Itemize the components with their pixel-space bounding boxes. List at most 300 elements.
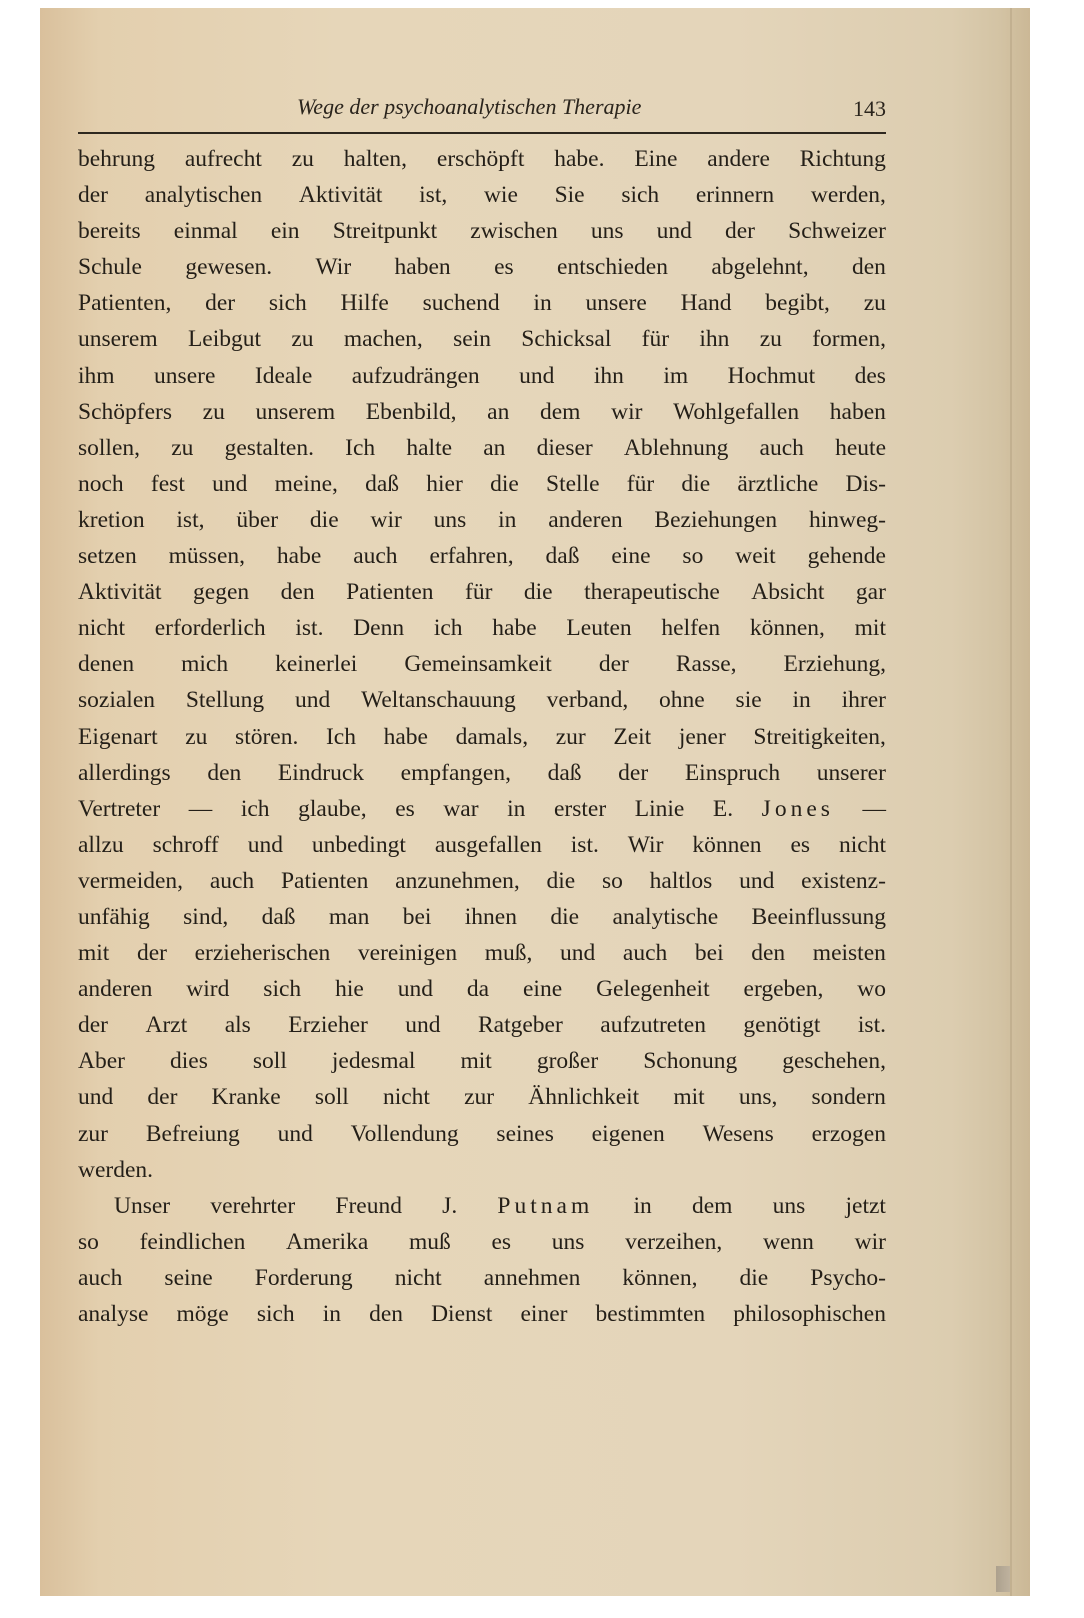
- word: feindlichen: [139, 1228, 246, 1255]
- word: —: [188, 795, 213, 822]
- word: im: [663, 362, 689, 389]
- text-line: [78, 502, 886, 538]
- text-line: [78, 358, 886, 394]
- word: Ebenbild,: [365, 398, 457, 425]
- word: ihnen: [464, 903, 517, 930]
- text-line: [78, 863, 886, 899]
- word: auch: [209, 867, 255, 894]
- word: Richtung: [799, 146, 886, 172]
- word: den: [851, 254, 886, 281]
- word: Unser: [114, 1192, 171, 1219]
- word: Eine: [634, 146, 678, 172]
- word: bei: [694, 940, 724, 967]
- word: wird: [186, 976, 230, 1003]
- word: jener: [678, 723, 726, 750]
- word: und: [519, 362, 555, 389]
- word: wir: [854, 1228, 886, 1255]
- text-line: [78, 1079, 886, 1115]
- word: wenn: [762, 1228, 814, 1255]
- word: war: [443, 795, 479, 822]
- word: großer: [536, 1048, 599, 1075]
- word: in: [507, 795, 526, 822]
- word: Psycho-: [810, 1264, 886, 1291]
- word: allerdings: [78, 759, 171, 786]
- word: in: [533, 290, 552, 317]
- word: soll: [252, 1048, 287, 1075]
- word: damals,: [455, 723, 529, 750]
- word: es: [395, 795, 415, 822]
- word: auch: [759, 434, 804, 461]
- word: und: [656, 218, 692, 245]
- word: die: [490, 470, 519, 497]
- word: nicht: [382, 1084, 430, 1111]
- word: soll: [314, 1084, 349, 1111]
- word: zu: [863, 290, 886, 317]
- word: wie: [483, 182, 518, 209]
- text-line: [78, 430, 886, 466]
- word: begibt,: [765, 290, 830, 317]
- text-line: [78, 1224, 886, 1260]
- word: sie: [735, 687, 762, 714]
- word: noch: [78, 470, 124, 497]
- word: Freund: [335, 1192, 402, 1219]
- word: anderen: [548, 506, 623, 533]
- word: Wesens: [702, 1120, 774, 1147]
- word: sondern: [811, 1084, 886, 1111]
- word: Stelle: [546, 470, 600, 497]
- word: Ähnlichkeit: [528, 1084, 640, 1111]
- word: allzu: [78, 831, 124, 858]
- text-line: [78, 682, 886, 718]
- text-line: [78, 646, 886, 682]
- word: analytische: [612, 903, 719, 930]
- word: erzogen: [811, 1120, 886, 1147]
- word: erschöpft: [436, 146, 525, 172]
- word: es: [494, 254, 514, 281]
- word: zu: [171, 434, 194, 461]
- word: Schule: [78, 254, 142, 281]
- word: in: [633, 1192, 652, 1219]
- word: und: [295, 687, 331, 714]
- word: Aktivität: [298, 182, 383, 209]
- word: seines: [496, 1120, 554, 1147]
- word: ich: [240, 795, 270, 822]
- word: daß: [545, 543, 580, 570]
- word: ihm: [78, 362, 115, 389]
- word: es: [790, 831, 811, 858]
- word: daß: [547, 759, 582, 786]
- word: Schweizer: [788, 218, 886, 245]
- word: der: [78, 182, 109, 209]
- word: zu: [185, 723, 208, 750]
- word: zu: [291, 146, 314, 172]
- word: mit: [78, 940, 110, 967]
- word: Schöpfers: [78, 398, 172, 425]
- word: als: [224, 1012, 251, 1039]
- word: unsere: [585, 290, 647, 317]
- word: ausgefallen: [434, 831, 542, 858]
- word: Ich: [345, 434, 376, 461]
- word: und: [212, 470, 248, 497]
- text-line-content: werden.: [78, 1156, 154, 1183]
- word: Putnam: [497, 1192, 594, 1219]
- word: aufzutreten: [600, 1012, 706, 1039]
- word: zu: [202, 398, 225, 425]
- word: die: [739, 1264, 769, 1291]
- word: Eindruck: [277, 759, 365, 786]
- word: für: [626, 470, 655, 497]
- word: Denn: [353, 615, 405, 642]
- word: Dis-: [845, 470, 886, 497]
- text-line: [78, 1043, 886, 1079]
- word: zur: [78, 1120, 109, 1147]
- word: Aber: [78, 1048, 125, 1075]
- word: möge: [176, 1301, 229, 1327]
- word: muß: [408, 1228, 451, 1255]
- word: müssen,: [168, 543, 245, 570]
- word: heute: [835, 434, 886, 461]
- word: stören.: [235, 723, 299, 750]
- word: ihn: [593, 362, 624, 389]
- word: über: [236, 506, 279, 533]
- word: gegen: [193, 579, 250, 606]
- word: habe.: [554, 146, 605, 172]
- word: den: [751, 940, 786, 967]
- word: können,: [622, 1264, 698, 1291]
- word: Eigenart: [78, 723, 158, 750]
- word: da: [466, 976, 490, 1003]
- word: sind,: [183, 903, 229, 930]
- word: Streitigkeiten,: [753, 723, 886, 750]
- word: ein: [270, 218, 300, 245]
- word: sich: [621, 182, 660, 209]
- word: hinweg-: [808, 506, 886, 533]
- text-line: [78, 610, 886, 646]
- word: bei: [402, 903, 432, 930]
- word: wir: [611, 398, 643, 425]
- word: analyse: [78, 1301, 149, 1327]
- word: analytischen: [144, 182, 263, 209]
- word: Hilfe: [340, 290, 389, 317]
- word: und: [739, 867, 775, 894]
- word: sozialen: [78, 687, 155, 714]
- word: so: [602, 867, 623, 894]
- word: daß: [365, 470, 400, 497]
- text-line: [78, 1296, 886, 1332]
- word: glaube,: [298, 795, 367, 822]
- word: und: [560, 940, 596, 967]
- word: die: [523, 579, 553, 606]
- word: Beziehungen: [654, 506, 778, 533]
- word: ist.: [857, 1012, 886, 1039]
- word: Sie: [554, 182, 585, 209]
- word: Erzieher: [288, 1012, 368, 1039]
- text-line: [78, 935, 886, 971]
- word: die: [309, 506, 339, 533]
- word: an: [483, 434, 506, 461]
- word: eigenen: [591, 1120, 665, 1147]
- word: habe: [383, 723, 428, 750]
- word: auch: [78, 1264, 123, 1291]
- word: therapeutische: [584, 579, 720, 606]
- word: Arzt: [145, 1012, 188, 1039]
- word: jetzt: [845, 1192, 886, 1219]
- word: dies: [170, 1048, 208, 1075]
- word: Aktivität: [78, 579, 162, 606]
- word: formen,: [812, 326, 886, 353]
- word: der: [724, 218, 755, 245]
- word: J.: [442, 1192, 458, 1219]
- text-line: [78, 249, 886, 285]
- word: werden,: [810, 182, 886, 209]
- word: zwischen: [470, 218, 558, 245]
- word: uns: [590, 218, 624, 245]
- word: zu: [291, 326, 314, 353]
- word: Vollendung: [350, 1120, 459, 1147]
- word: uns: [772, 1192, 806, 1219]
- word: für: [465, 579, 493, 606]
- word: es: [491, 1228, 512, 1255]
- word: ist.: [295, 615, 324, 642]
- text-line: [78, 285, 886, 321]
- word: so: [682, 543, 704, 570]
- word: ihrer: [841, 687, 886, 714]
- word: mit: [854, 615, 886, 642]
- text-line: [78, 1152, 886, 1188]
- word: Ablehnung: [623, 434, 729, 461]
- word: Weltanschauung: [361, 687, 516, 714]
- word: Patienten,: [78, 290, 172, 317]
- word: die: [550, 903, 580, 930]
- word: an: [487, 398, 510, 425]
- word: Rasse,: [675, 651, 737, 678]
- word: sollen,: [78, 434, 141, 461]
- word: Befreiung: [145, 1120, 240, 1147]
- word: erfahren,: [429, 543, 514, 570]
- word: eine: [611, 543, 651, 570]
- word: Forderung: [254, 1264, 353, 1291]
- word: ich: [433, 615, 463, 642]
- word: gestalten.: [224, 434, 314, 461]
- word: abgelehnt,: [711, 254, 809, 281]
- word: mich: [181, 651, 229, 678]
- word: Patienten: [280, 867, 369, 894]
- text-line: [78, 971, 886, 1007]
- word: Zeit: [613, 723, 652, 750]
- scan-edge-mark: [996, 1566, 1010, 1592]
- word: habe: [276, 543, 322, 570]
- word: zu: [759, 326, 782, 353]
- word: können,: [749, 615, 825, 642]
- word: aufzudrängen: [351, 362, 480, 389]
- word: die: [546, 867, 576, 894]
- word: man: [328, 903, 370, 930]
- word: verehrter: [210, 1192, 296, 1219]
- word: anzunehmen,: [395, 867, 520, 894]
- word: aufrecht: [184, 146, 262, 172]
- word: ihn: [699, 326, 730, 353]
- text-line: [78, 755, 886, 791]
- word: der: [78, 1012, 109, 1039]
- word: bestimmten: [595, 1301, 706, 1327]
- word: keinerlei: [275, 651, 358, 678]
- word: einer: [520, 1301, 568, 1327]
- text-line: [78, 1260, 886, 1296]
- word: Amerika: [286, 1228, 369, 1255]
- text-line: [78, 466, 886, 502]
- word: dem: [539, 398, 581, 425]
- word: machen,: [343, 326, 423, 353]
- word: Beeinflussung: [751, 903, 886, 930]
- word: erzieherischen: [194, 940, 331, 967]
- word: der: [205, 290, 236, 317]
- word: auch: [622, 940, 668, 967]
- word: unserem: [78, 326, 158, 353]
- word: nicht: [78, 615, 125, 642]
- word: unsere: [154, 362, 216, 389]
- word: verzeihen,: [625, 1228, 723, 1255]
- word: erinnern: [695, 182, 775, 209]
- text-line: [78, 394, 886, 430]
- word: haltlos: [649, 867, 713, 894]
- word: der: [618, 759, 649, 786]
- word: anderen: [78, 976, 153, 1003]
- word: Jones: [761, 795, 834, 822]
- word: genötigt: [743, 1012, 821, 1039]
- text-line: [78, 1188, 886, 1224]
- word: den: [280, 579, 315, 606]
- text-line: [78, 538, 886, 574]
- word: bereits: [78, 218, 141, 245]
- word: empfangen,: [400, 759, 511, 786]
- text-line: [78, 141, 886, 177]
- word: meisten: [812, 940, 886, 967]
- word: unserem: [255, 398, 336, 425]
- word: den: [369, 1301, 404, 1327]
- word: mit: [673, 1084, 705, 1111]
- word: setzen: [78, 543, 137, 570]
- word: Ich: [325, 723, 356, 750]
- word: geschehen,: [782, 1048, 886, 1075]
- running-head: [78, 94, 886, 124]
- word: eine: [523, 976, 563, 1003]
- word: Patienten: [346, 579, 434, 606]
- word: Wohlgefallen: [673, 398, 800, 425]
- word: können: [692, 831, 762, 858]
- word: Hochmut: [727, 362, 816, 389]
- word: suchend: [422, 290, 500, 317]
- word: gar: [855, 579, 886, 606]
- word: dem: [691, 1192, 733, 1219]
- word: ist,: [419, 182, 448, 209]
- header-rule: [78, 132, 886, 134]
- word: uns: [433, 506, 467, 533]
- word: meine,: [274, 470, 338, 497]
- word: hie: [335, 976, 364, 1003]
- word: Streitpunkt: [332, 218, 438, 245]
- text-line: [78, 213, 886, 249]
- text-line: [78, 1116, 886, 1152]
- word: muß,: [484, 940, 533, 967]
- text-line: [78, 574, 886, 610]
- text-line: [78, 321, 886, 357]
- word: den: [207, 759, 242, 786]
- word: andere: [707, 146, 770, 172]
- word: in: [322, 1301, 342, 1327]
- word: nicht: [838, 831, 886, 858]
- word: daß: [261, 903, 296, 930]
- word: haben: [394, 254, 451, 281]
- word: gewesen.: [185, 254, 273, 281]
- text-line: [78, 1007, 886, 1043]
- word: halten,: [343, 146, 408, 172]
- word: des: [854, 362, 886, 389]
- word: halte: [406, 434, 453, 461]
- word: ohne: [659, 687, 705, 714]
- word: Stellung: [185, 687, 265, 714]
- word: der: [136, 940, 167, 967]
- word: zur: [464, 1084, 495, 1111]
- word: Wir: [627, 831, 664, 858]
- page-number: 143: [853, 96, 886, 121]
- word: Schonung: [643, 1048, 738, 1075]
- word: unfähig: [78, 903, 150, 930]
- text-line: [78, 719, 886, 755]
- running-head-title: Wege der psychoanalytischen Therapie: [297, 94, 642, 119]
- word: sich: [263, 976, 302, 1003]
- word: wir: [370, 506, 402, 533]
- word: Linie: [634, 795, 685, 822]
- word: —: [862, 795, 886, 822]
- word: Dienst: [431, 1301, 493, 1327]
- word: fest: [150, 470, 185, 497]
- word: auch: [353, 543, 398, 570]
- word: hier: [426, 470, 463, 497]
- word: Leuten: [566, 615, 632, 642]
- word: Gemeinsamkeit: [404, 651, 552, 678]
- word: philosophischen: [733, 1301, 886, 1327]
- word: behrung: [78, 146, 156, 172]
- word: der: [598, 651, 629, 678]
- word: und: [277, 1120, 313, 1147]
- word: uns: [551, 1228, 585, 1255]
- word: sein: [453, 326, 491, 353]
- text-line: [78, 827, 886, 863]
- word: uns,: [738, 1084, 778, 1111]
- word: zur: [555, 723, 586, 750]
- word: Ideale: [254, 362, 313, 389]
- word: Absicht: [751, 579, 825, 606]
- word: und: [247, 831, 283, 858]
- word: Vertreter: [78, 795, 161, 822]
- word: gehende: [807, 543, 886, 570]
- word: unbedingt: [311, 831, 406, 858]
- word: die: [681, 470, 711, 497]
- word: in: [792, 687, 811, 714]
- word: der: [147, 1084, 178, 1111]
- word: vermeiden,: [78, 867, 184, 894]
- body-text: [78, 141, 886, 1332]
- word: E.: [712, 795, 734, 822]
- word: Wir: [315, 254, 352, 281]
- text-line: [78, 791, 886, 827]
- word: sich: [256, 1301, 295, 1327]
- word: Einspruch: [684, 759, 781, 786]
- word: Hand: [680, 290, 732, 317]
- word: vereinigen: [357, 940, 458, 967]
- word: seine: [164, 1264, 213, 1291]
- word: und: [397, 976, 433, 1003]
